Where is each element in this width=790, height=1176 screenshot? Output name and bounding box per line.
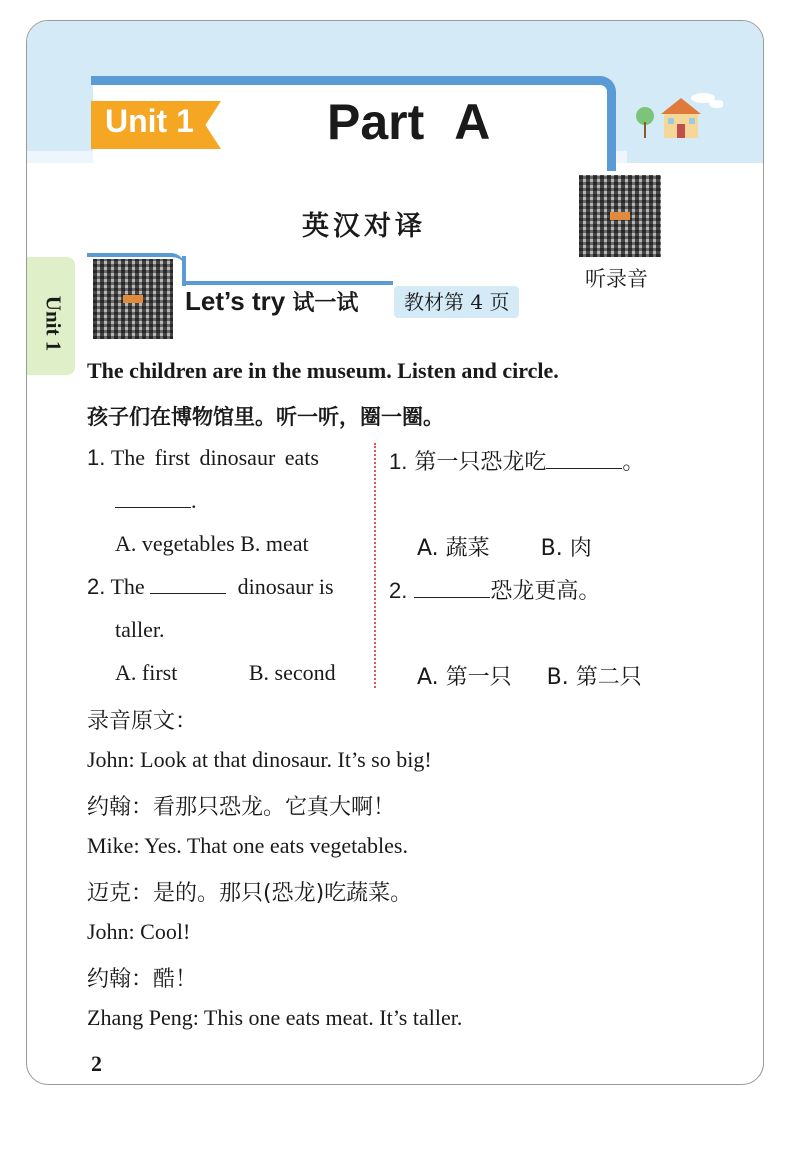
instruction-zh: 孩子们在博物馆里。听一听，圈一圈。 [87, 405, 444, 429]
transcript-line: 约翰：酷！ [87, 967, 198, 992]
option-b: B. 肉 [540, 536, 592, 561]
question-2-pre: The [110, 574, 145, 599]
question-2-post: dinosaur is [237, 574, 334, 599]
question-1-zh [389, 445, 644, 476]
option-b: B. 第二只 [546, 665, 642, 690]
question-2-en-options [115, 660, 336, 686]
transcript-line: Zhang Peng: This one eats meat. It’s taller. [87, 1005, 463, 1030]
qr-code-icon[interactable] [93, 259, 173, 339]
option-a: A. 蔬菜 [417, 536, 490, 561]
question-1-zh-pre: 第一只恐龙吃 [414, 450, 547, 475]
instruction-en: The children are in the museum. Listen and circle. [87, 358, 559, 383]
page-number: 2 [91, 1051, 102, 1076]
answer-blank[interactable] [546, 450, 622, 469]
question-2-num: 2. [87, 574, 106, 599]
option-b: B. second [248, 660, 336, 685]
question-2-en-line2: taller. [115, 617, 165, 642]
option-b: B. meat [240, 531, 309, 556]
lets-try-title [185, 286, 358, 317]
question-1-num: 1. [87, 445, 106, 470]
question-2-zh [389, 574, 600, 605]
qr-code-icon[interactable] [579, 175, 661, 257]
answer-blank[interactable] [414, 579, 490, 598]
qr-caption: 听录音 [585, 267, 648, 291]
unit-label: Unit 1 [105, 103, 194, 139]
question-2-en-line1 [87, 574, 334, 600]
part-title: Part A [327, 94, 491, 150]
column-divider [374, 443, 376, 688]
transcript-line: John: Look at that dinosaur. It’s so big! [87, 747, 432, 772]
option-a: A. 第一只 [417, 665, 512, 690]
question-2-zh-post: 恐龙更高。 [490, 579, 601, 604]
lets-try-title-zh: 试一试 [292, 291, 359, 316]
lets-try-frame-bottom [183, 281, 393, 285]
textbook-reference: 教材第 4 页 [394, 286, 519, 318]
question-1-en-options [115, 531, 309, 557]
side-unit-label: Unit 1 [41, 295, 66, 352]
option-a: A. first [115, 660, 178, 685]
lets-try-title-en: Let’s try [185, 286, 286, 316]
transcript-heading: 录音原文： [87, 709, 198, 734]
book-page [26, 20, 764, 1085]
question-2-zh-num: 2. [389, 578, 408, 603]
transcript-line: 约翰：看那只恐龙。它真大啊！ [87, 795, 396, 820]
answer-blank[interactable] [150, 575, 226, 594]
answer-blank[interactable] [115, 489, 191, 508]
question-1-zh-num: 1. [389, 449, 408, 474]
question-1-zh-post: 。 [622, 450, 645, 475]
house-icon [633, 86, 723, 146]
section-title: 英汉对译 [302, 211, 426, 242]
transcript-line: John: Cool! [87, 919, 191, 944]
question-1-text: The first dinosaur eats [110, 445, 319, 470]
question-1-zh-options [417, 531, 592, 562]
option-a: A. vegetables [115, 531, 235, 556]
question-1-en-line1 [87, 445, 319, 471]
question-1-en-line2 [115, 488, 197, 514]
question-1-suffix: . [191, 488, 197, 513]
transcript-line: 迈克：是的。那只(恐龙)吃蔬菜。 [87, 881, 413, 906]
question-2-zh-options [417, 660, 642, 691]
transcript-line: Mike: Yes. That one eats vegetables. [87, 833, 408, 858]
